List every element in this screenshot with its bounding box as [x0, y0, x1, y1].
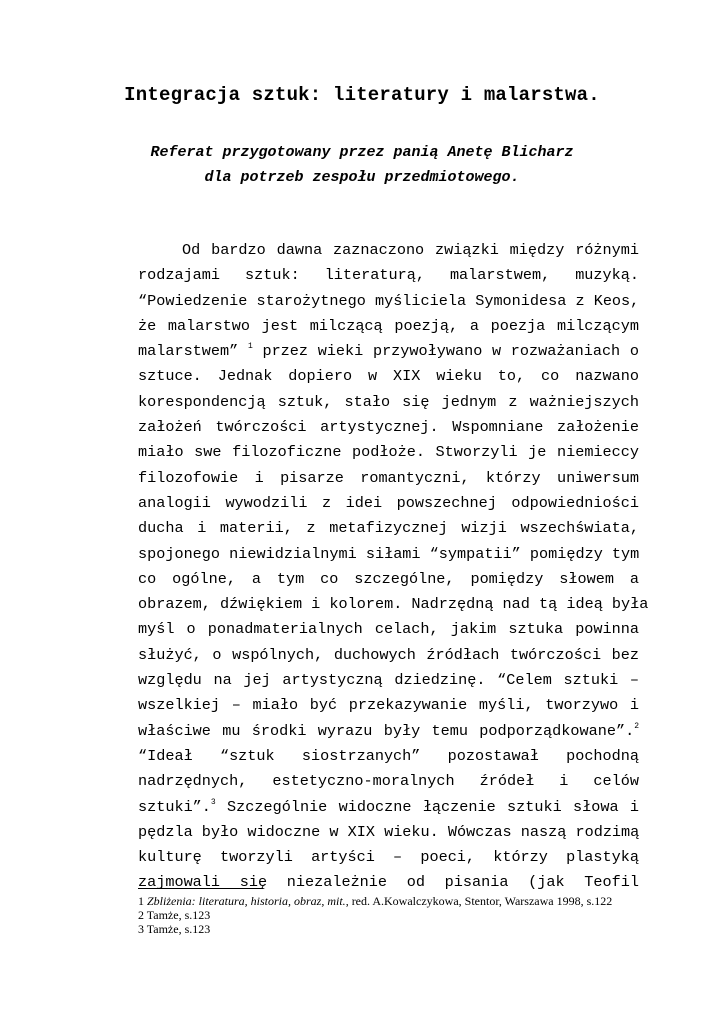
body-line: nadrzędnych, estetyczno-moralnych źródeł i celów: [138, 772, 639, 791]
footnote-divider: [138, 888, 263, 889]
body-line: myśl o ponadmaterialnych celach, jakim sztuka powinna: [138, 620, 639, 639]
body-line: “Ideał “sztuk siostrzanych” pozostawał pochodną: [138, 746, 639, 765]
body-text-fragment: sztuki”.: [138, 797, 211, 816]
footnote-source-title: Zbliżenia: literatura, historia, obraz, mit.: [147, 894, 346, 908]
footnote-number: 1: [138, 894, 144, 908]
body-line: [138, 339, 639, 364]
body-line: ducha i materii, z metafizycznej wizji wszechświata,: [138, 519, 639, 538]
body-line: spojonego niewidzialnymi siłami “sympatii” pomiędzy tym: [138, 544, 640, 563]
body-line: kulturę tworzyli artyści – poeci, którzy plastyką: [138, 848, 639, 867]
body-line: [138, 719, 639, 744]
body-line: filozofowie i pisarze romantyczni, którzy uniwersum: [138, 468, 639, 487]
footnote-source-details: , red. A.Kowalczykowa, Stentor, Warszawa 1998, s.122: [345, 894, 613, 908]
body-line: względu na jej artystyczną dziedzinę. “Celem sztuki –: [138, 671, 639, 690]
footnote-2: 2 Tamże, s.123: [138, 908, 211, 922]
footnote-ref-1: 1: [247, 342, 253, 352]
body-line: obrazem, dźwiękiem i kolorem. Nadrzędną nad tą ideą była: [138, 595, 649, 614]
footnote-1: [138, 894, 658, 908]
body-paragraph: [138, 238, 649, 896]
body-line: pędzla było widoczne w XIX wieku. Wówczas naszą rodzimą: [138, 822, 640, 841]
body-line: “Powiedzenie starożytnego myśliciela Symonidesa z Keos,: [138, 291, 640, 310]
body-line: sztuce. Jednak dopiero w XIX wieku to, co nazwano: [138, 367, 639, 386]
body-line: miało swe filozoficzne podłoże. Stworzyli je niemieccy: [138, 443, 639, 462]
body-text-fragment: przez wieki przywoływano w rozważaniach o: [262, 342, 639, 361]
body-line: Od bardzo dawna zaznaczono związki między różnymi: [182, 241, 639, 259]
body-line: założeń twórczości artystycznej. Wspomniane założenie: [138, 418, 639, 437]
footnote-ref-2: 2: [634, 721, 639, 731]
body-text-fragment: [138, 798, 216, 816]
footnote-ref-3: 3: [210, 797, 216, 807]
body-text-fragment: Szczególnie widoczne łączenie sztuki słowa i: [227, 797, 639, 816]
body-line: [138, 795, 639, 820]
document-title: Integracja sztuk: literatury i malarstwa.: [124, 84, 600, 106]
body-text-fragment: malarstwem”: [138, 342, 239, 361]
body-line: służyć, o wspólnych, duchowych źródłach twórczości bez: [138, 645, 639, 664]
body-line: analogii wywodzili z idei powszechnej odpowiedniości: [138, 493, 639, 512]
body-line: rodzajami sztuk: literaturą, malarstwem, muzyką.: [138, 266, 639, 285]
subtitle-line-1: Referat przygotowany przez panią Anetę Blicharz: [150, 144, 574, 161]
footnote-3: 3 Tamże, s.123: [138, 922, 211, 936]
body-line: że malarstwo jest milczącą poezją, a poezja milczącym: [138, 316, 639, 335]
subtitle-line-2: dla potrzeb zespołu przedmiotowego.: [204, 169, 520, 186]
body-line: wszelkiej – miało być przekazywanie myśli, tworzywo i: [138, 696, 639, 715]
body-line: korespondencją sztuk, stało się jednym z ważniejszych: [138, 392, 639, 411]
body-text-fragment: właściwe mu środki wyrazu były temu podporządkowane”.: [138, 721, 635, 740]
body-line: co ogólne, a tym co szczególne, pomiędzy słowem a: [138, 569, 639, 588]
footnotes: [138, 894, 658, 936]
body-line: zajmowali się niezależnie od pisania (jak Teofil: [138, 873, 639, 892]
